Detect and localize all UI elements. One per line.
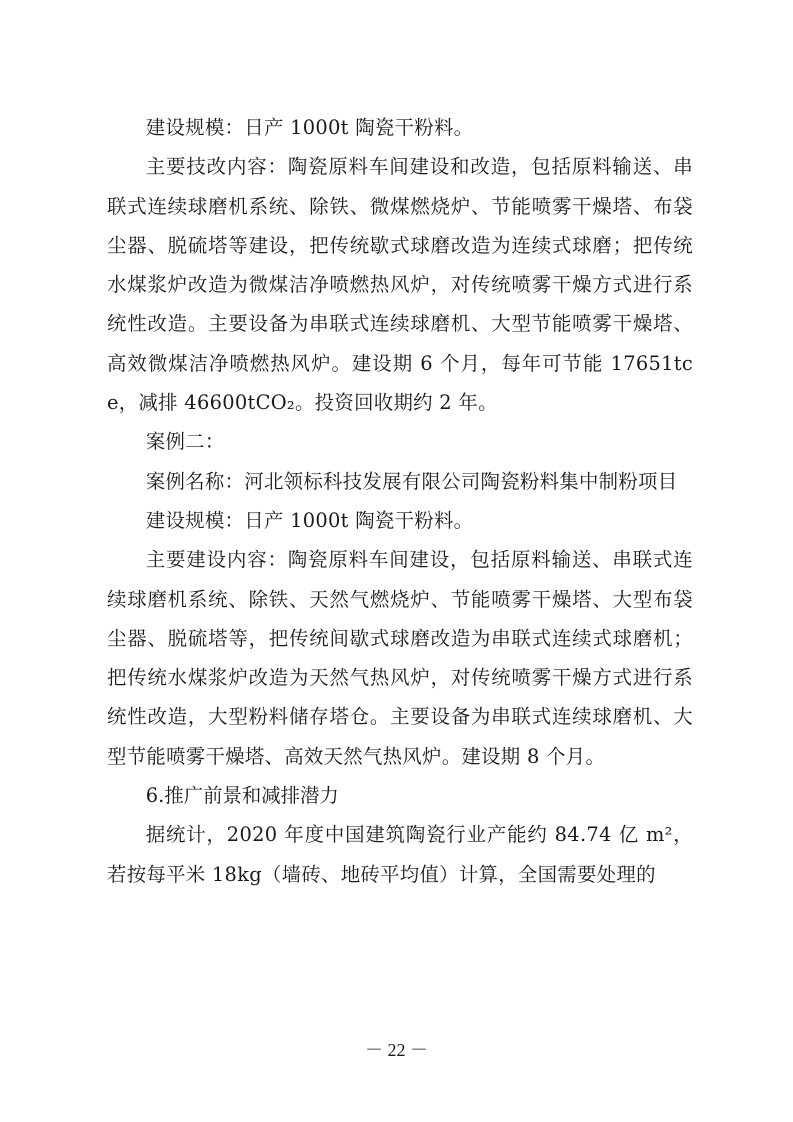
paragraph-case-two-label: 案例二： [145, 430, 225, 454]
paragraph-construction-scale-2: 建设规模：日产 1000t 陶瓷干粉料。 [145, 508, 474, 532]
paragraph-main-renovation-content: 主要技改内容：陶瓷原料车间建设和改造，包括原料输送、串联式连续球磨机系统、除铁、微煤燃烧炉、节能喷雾干燥塔、布袋尘器、脱硫塔等建设，把传统歇式球磨改造为连续式球磨；把传统水煤浆炉改造为微煤洁净喷燃热风炉，对传统喷雾干燥方式进行系统性改造。主要设备为串联式连续球磨机、大型节能喷雾干燥塔、高效微煤洁净喷燃热风炉。建设期 6 个月，每年可节能 17651tce，减排 46600tCO₂。投资回收期约 2 年。 [107, 155, 693, 415]
document-body [107, 108, 693, 894]
paragraph-main-construction-content: 主要建设内容：陶瓷原料车间建设，包括原料输送、串联式连续球磨机系统、除铁、天然气燃烧炉、节能喷雾干燥塔、大型布袋尘器、脱硫塔等，把传统间歇式球磨改造为串联式连续式球磨机；把传统水煤浆炉改造为天然气热风炉，对传统喷雾干燥方式进行系统性改造，大型粉料储存塔仓。主要设备为串联式连续球磨机、大型节能喷雾干燥塔、高效天然气热风炉。建设期 8 个月。 [107, 548, 693, 768]
paragraph-case-two-name: 案例名称：河北领标科技发展有限公司陶瓷粉料集中制粉项目 [145, 469, 678, 493]
paragraph-construction-scale-1: 建设规模：日产 1000t 陶瓷干粉料。 [145, 116, 474, 139]
page-number: － 22 － [365, 1040, 428, 1060]
section-heading-promotion-prospects: 6.推广前景和减排潜力 [145, 784, 339, 808]
paragraph-statistics: 据统计，2020 年度中国建筑陶瓷行业产能约 84.74 亿 m²，若按每平米 18kg（墙砖、地砖平均值）计算，全国需要处理的 [107, 823, 693, 886]
